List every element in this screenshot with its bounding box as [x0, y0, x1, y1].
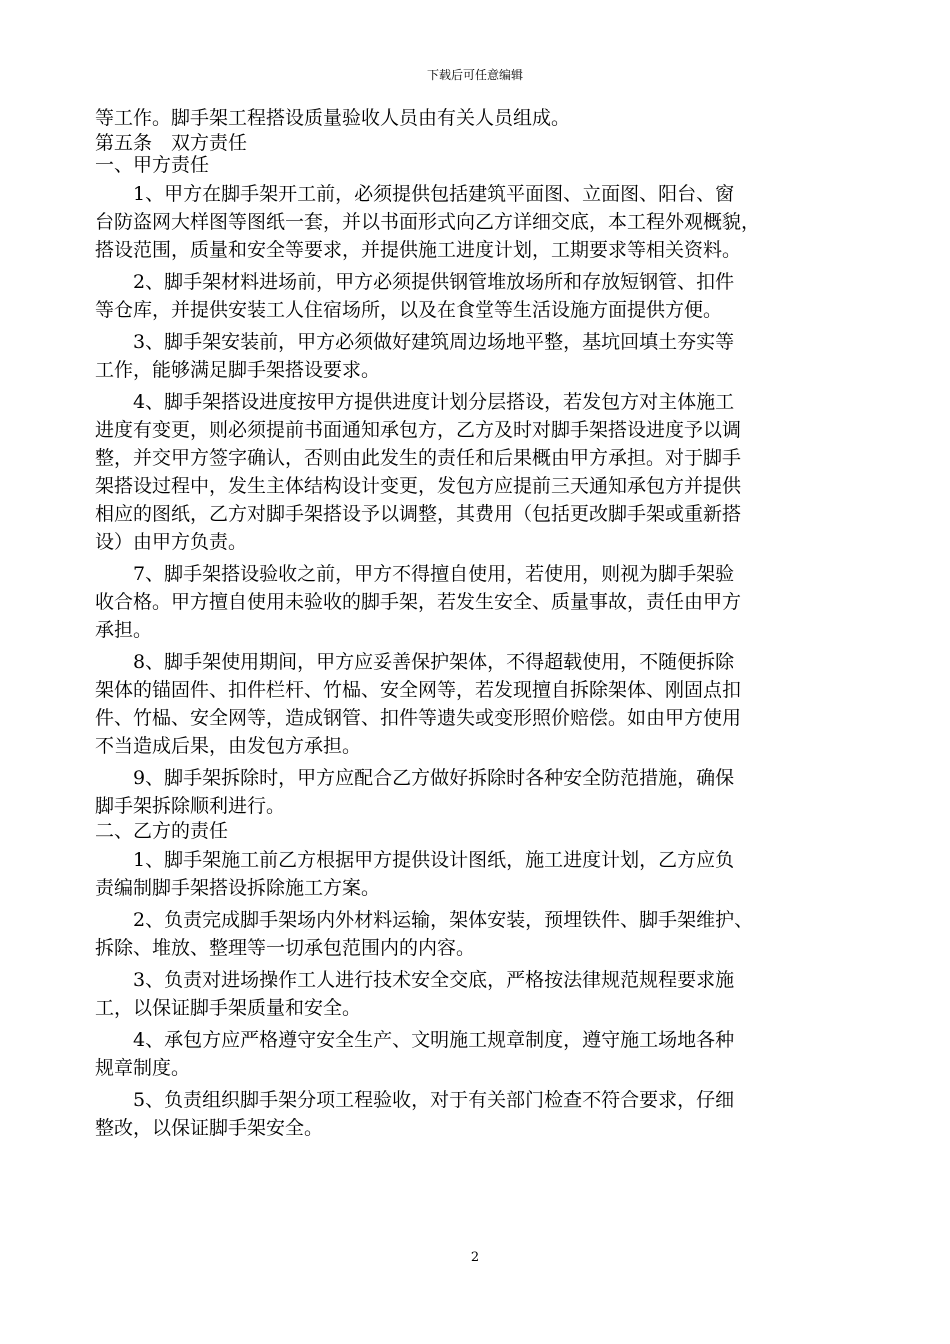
paragraph-line: 9、脚手架拆除时，甲方应配合乙方做好拆除时各种安全防范措施，确保: [133, 767, 735, 789]
paragraph-line: 不当造成后果，由发包方承担。: [95, 735, 362, 757]
paragraph-line: 责编制脚手架搭设拆除施工方案。: [95, 877, 381, 899]
article-heading: 第五条 双方责任: [95, 132, 248, 154]
paragraph-line: 拆除、堆放、整理等一切承包范围内的内容。: [95, 937, 476, 959]
paragraph-line: 搭设范围，质量和安全等要求，并提供施工进度计划，工期要求等相关资料。: [95, 239, 742, 261]
paragraph-line: 工作，能够满足脚手架搭设要求。: [95, 359, 381, 381]
paragraph-line: 收合格。甲方擅自使用未验收的脚手架，若发生安全、质量事故，责任由甲方: [95, 591, 742, 613]
section-heading-party-a: 一、甲方责任: [95, 154, 210, 176]
paragraph-line: 4、承包方应严格遵守安全生产、文明施工规章制度，遵守施工场地各种: [133, 1029, 735, 1051]
paragraph-line: 工，以保证脚手架质量和安全。: [95, 997, 362, 1019]
paragraph-line: 架体的锚固件、扣件栏杆、竹榀、安全网等，若发现擅自拆除架体、刚固点扣: [95, 679, 742, 701]
body-line: 等工作。脚手架工程搭设质量验收人员由有关人员组成。: [95, 107, 571, 129]
paragraph-line: 件、竹榀、安全网等，造成钢管、扣件等遗失或变形照价赔偿。如由甲方使用: [95, 707, 742, 729]
paragraph-line: 台防盗网大样图等图纸一套，并以书面形式向乙方详细交底，本工程外观概貌，: [95, 211, 761, 233]
paragraph-line: 2、脚手架材料进场前，甲方必须提供钢管堆放场所和存放短钢管、扣件: [133, 271, 735, 293]
page-number: 2: [470, 1250, 480, 1265]
section-heading-party-b: 二、乙方的责任: [95, 820, 229, 842]
paragraph-line: 脚手架拆除顺利进行。: [95, 795, 286, 817]
paragraph-line: 承担。: [95, 619, 153, 641]
paragraph-line: 1、脚手架施工前乙方根据甲方提供设计图纸，施工进度计划，乙方应负: [133, 849, 735, 871]
paragraph-line: 架搭设过程中，发生主体结构设计变更，发包方应提前三天通知承包方并提供: [95, 475, 742, 497]
paragraph-line: 整改，以保证脚手架安全。: [95, 1117, 324, 1139]
paragraph-line: 进度有变更，则必须提前书面通知承包方，乙方及时对脚手架搭设进度予以调: [95, 419, 742, 441]
paragraph-line: 4、脚手架搭设进度按甲方提供进度计划分层搭设，若发包方对主体施工: [133, 391, 735, 413]
paragraph-line: 8、脚手架使用期间，甲方应妥善保护架体，不得超载使用，不随便拆除: [133, 651, 735, 673]
paragraph-line: 规章制度。: [95, 1057, 191, 1079]
paragraph-line: 3、负责对进场操作工人进行技术安全交底，严格按法律规范规程要求施: [133, 969, 735, 991]
paragraph-line: 相应的图纸，乙方对脚手架搭设予以调整，其费用（包括更改脚手架或重新搭: [95, 503, 742, 525]
document-body: [95, 104, 857, 1142]
paragraph-line: 等仓库，并提供安装工人住宿场所，以及在食堂等生活设施方面提供方便。: [95, 299, 723, 321]
paragraph-line: 3、脚手架安装前，甲方必须做好建筑周边场地平整，基坑回填土夯实等: [133, 331, 735, 353]
paragraph-line: 1、甲方在脚手架开工前，必须提供包括建筑平面图、立面图、阳台、窗: [133, 183, 735, 205]
paragraph-line: 2、负责完成脚手架场内外材料运输，架体安装，预埋铁件、脚手架维护、: [133, 909, 754, 931]
paragraph-line: 设）由甲方负责。: [95, 531, 248, 553]
paragraph-line: 7、脚手架搭设验收之前，甲方不得擅自使用，若使用，则视为脚手架验: [133, 563, 735, 585]
page-header: 下载后可任意编辑: [426, 68, 523, 82]
paragraph-line: 整，并交甲方签字确认，否则由此发生的责任和后果概由甲方承担。对于脚手: [95, 447, 742, 469]
paragraph-line: 5、负责组织脚手架分项工程验收，对于有关部门检查不符合要求，仔细: [133, 1089, 735, 1111]
